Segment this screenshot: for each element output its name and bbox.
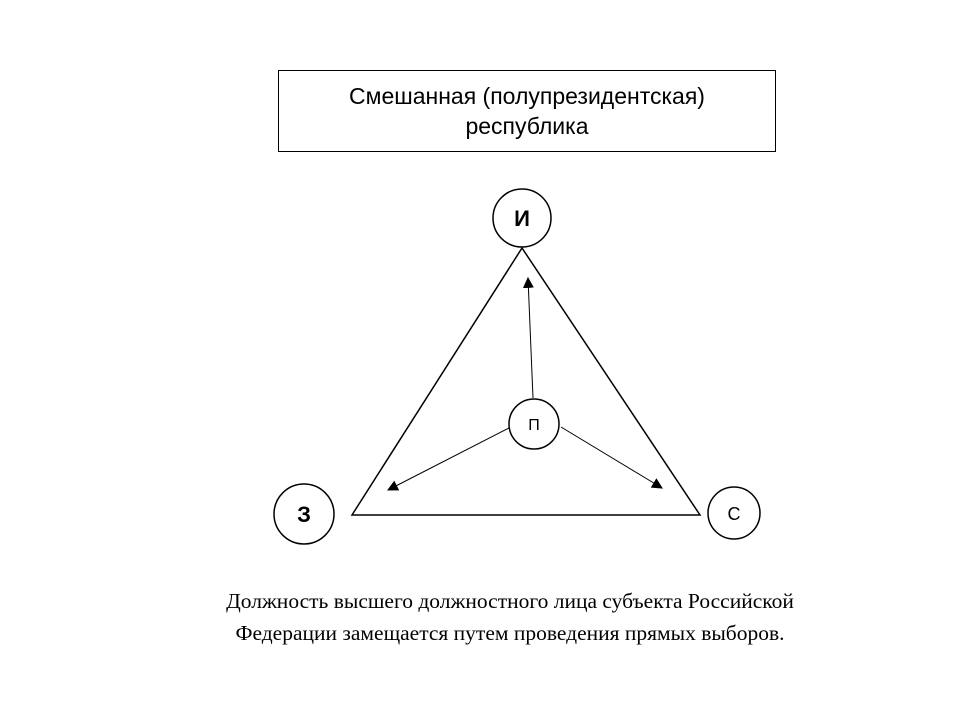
node-center <box>509 399 559 449</box>
node-left <box>274 484 334 544</box>
arrow-to-left <box>388 428 509 490</box>
node-left-label: З <box>297 502 311 527</box>
caption-line-1: Должность высшего должностного лица субъекта Российской <box>226 589 794 613</box>
arrow-to-top <box>528 278 533 398</box>
title-line-2: республика <box>465 113 589 139</box>
caption-line-2: Федерации замещается путем проведения прямых выборов. <box>235 621 785 645</box>
node-right-label: С <box>727 504 741 524</box>
node-top <box>493 189 551 247</box>
caption <box>100 585 920 649</box>
node-top-label: И <box>514 206 530 231</box>
title-line-1: Смешанная (полупрезидентская) <box>349 83 705 109</box>
triangle <box>352 248 700 515</box>
node-center-label: П <box>528 417 540 434</box>
node-right <box>708 487 760 539</box>
